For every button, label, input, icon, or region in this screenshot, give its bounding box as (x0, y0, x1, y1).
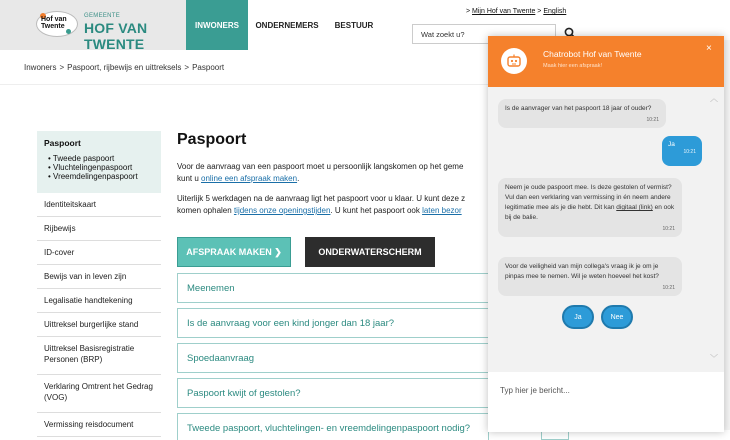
page-title: Paspoort (177, 131, 247, 148)
logo-badge (36, 9, 78, 39)
intro-paragraph (177, 161, 487, 185)
chat-message-user (662, 136, 702, 166)
breadcrumb-paspoort-rijbewijs[interactable]: Paspoort, rijbewijs en uittreksels (67, 63, 182, 72)
pickup-text-a: Uiterlijk 5 werkdagen na de aanvraag ligt het paspoort voor u klaar. U kunt deze z (177, 194, 466, 203)
pickup-text-b: komen ophalen (177, 206, 234, 215)
sidebar-sub-tweede-paspoort[interactable]: • Tweede paspoort (44, 154, 155, 163)
intro-text-a: Voor de aanvraag van een paspoort moet u persoonlijk langskomen op het geme (177, 162, 464, 171)
breadcrumb-sep-icon: > (184, 63, 190, 72)
breadcrumb-paspoort: Paspoort (192, 63, 225, 72)
sidebar-item-uittreksel-brp[interactable]: Uittreksel Basisregistratie Personen (BRP) (37, 337, 161, 375)
nav-ondernemers[interactable]: ONDERNEMERS (255, 20, 319, 30)
top-link-prefix: > (466, 8, 473, 15)
chat-message-text: Ja (668, 141, 675, 148)
chat-title: Chatrobot Hof van Twente (543, 49, 642, 59)
sidebar-item-id-cover[interactable]: ID-cover (37, 241, 161, 265)
sidebar-item-rijbewijs[interactable]: Rijbewijs (37, 217, 161, 241)
nav-bestuur[interactable]: BESTUUR (334, 20, 374, 30)
chat-timestamp: 10:21 (662, 226, 675, 232)
badge-text-2: Twente (41, 23, 65, 30)
accordion-spoedaanvraag[interactable]: Spoedaanvraag (177, 343, 489, 373)
breadcrumb-inwoners[interactable]: Inwoners (24, 63, 57, 72)
afspraak-maken-button[interactable]: AFSPRAAK MAKEN ❯ (177, 237, 291, 267)
mijn-hof-van-twente-link[interactable]: Mijn Hof van Twente (472, 8, 536, 15)
quick-reply-nee[interactable]: Nee (601, 305, 633, 329)
chat-message-text: Neem je oude paspoort mee. Is deze gestolen of vermist? Vul dan een verklaring van vermissing in én neem andere legitimatie mee als je die hebt. Dit kan (505, 184, 672, 211)
chatbot-widget (488, 36, 724, 432)
accordion-kind-jonger-18[interactable]: Is de aanvraag voor een kind jonger dan 18 jaar? (177, 308, 489, 338)
chat-message-bot (498, 178, 682, 237)
sidebar-item-uittreksel-burgerlijke-stand[interactable]: Uittreksel burgerlijke stand (37, 313, 161, 337)
logo[interactable] (0, 0, 186, 50)
accordion-tweede-paspoort[interactable]: Tweede paspoort, vluchtelingen- en vreemdelingenpaspoort nodig? (177, 413, 489, 440)
chat-timestamp: 10:21 (662, 285, 675, 291)
sidebar-item-legalisatie[interactable]: Legalisatie handtekening (37, 289, 161, 313)
chat-message-text: Voor de veiligheid van mijn collega's vraag ik je om je pinpas mee te nemen. Wil je weten hoeveel het kost? (505, 263, 659, 280)
sidebar-sub-vluchtelingenpaspoort[interactable]: • Vluchtelingenpaspoort (44, 163, 155, 172)
logo-subtitle: GEMEENTE (84, 13, 121, 19)
pickup-text-c: . U kunt het paspoort ook (330, 206, 423, 215)
badge-text-1: Hof van (41, 16, 67, 23)
nav-inwoners[interactable]: INWONERS (186, 0, 248, 50)
close-icon[interactable]: × (706, 43, 712, 54)
top-links (466, 8, 566, 15)
onderwaterscherm-button[interactable]: ONDERWATERSCHERM (305, 237, 435, 267)
logo-title: HOF VAN TWENTE (84, 20, 148, 52)
quick-reply-ja[interactable]: Ja (562, 305, 594, 329)
chat-header (488, 36, 724, 87)
chat-message-text: en ook bij de balie. (505, 204, 675, 221)
chat-message-text: Is de aanvrager van het paspoort 18 jaar of ouder? (505, 105, 652, 112)
divider (0, 84, 488, 85)
chat-input[interactable]: Typ hier je bericht... (500, 386, 570, 395)
english-link[interactable]: English (543, 8, 567, 15)
openingstijden-link[interactable]: tijdens onze openingstijden (233, 206, 331, 215)
digitaal-link[interactable]: digitaal (link) (616, 204, 653, 211)
chevron-down-icon[interactable]: ﹀ (710, 354, 718, 363)
chat-messages (488, 87, 724, 372)
chat-subtitle: Maak hier een afspraak! (543, 63, 603, 69)
sidebar-item-identiteitskaart[interactable]: Identiteitskaart (37, 193, 161, 217)
chat-message-bot (498, 257, 682, 296)
breadcrumb (24, 63, 224, 72)
sidebar-active-title: Paspoort (44, 138, 81, 148)
sidebar (37, 131, 161, 437)
sidebar-item-vog[interactable]: Verklaring Omtrent het Gedrag (VOG) (37, 375, 161, 413)
online-afspraak-link[interactable]: online een afspraak maken (201, 174, 298, 183)
page-scrollbar[interactable] (724, 40, 730, 430)
accordion-kwijt-gestolen[interactable]: Paspoort kwijt of gestolen? (177, 378, 489, 408)
main-content (177, 131, 487, 225)
sidebar-item-bewijs-van-in-leven[interactable]: Bewijs van in leven zijn (37, 265, 161, 289)
intro-text-end: . (297, 174, 300, 183)
pickup-paragraph (177, 193, 487, 217)
breadcrumb-sep-icon: > (59, 63, 65, 72)
chat-timestamp: 10:21 (683, 149, 696, 155)
top-link-separator: > (535, 8, 544, 15)
chat-message-bot (498, 99, 666, 128)
sidebar-sub-vreemdelingenpaspoort[interactable]: • Vreemdelingenpaspoort (44, 172, 155, 181)
intro-text-b: kunt u (177, 174, 202, 183)
sidebar-item-vermissing[interactable]: Vermissing reisdocument (37, 413, 161, 437)
search-input[interactable]: Wat zoekt u? (412, 24, 556, 44)
sidebar-item-paspoort[interactable] (37, 131, 161, 193)
chat-timestamp: 10:21 (646, 117, 659, 123)
robot-icon (501, 48, 527, 74)
chevron-up-icon[interactable]: ︿ (710, 94, 718, 103)
laten-bezorgen-link[interactable]: laten bezor (422, 206, 462, 215)
accordion-meenemen[interactable]: Meenemen (177, 273, 489, 303)
